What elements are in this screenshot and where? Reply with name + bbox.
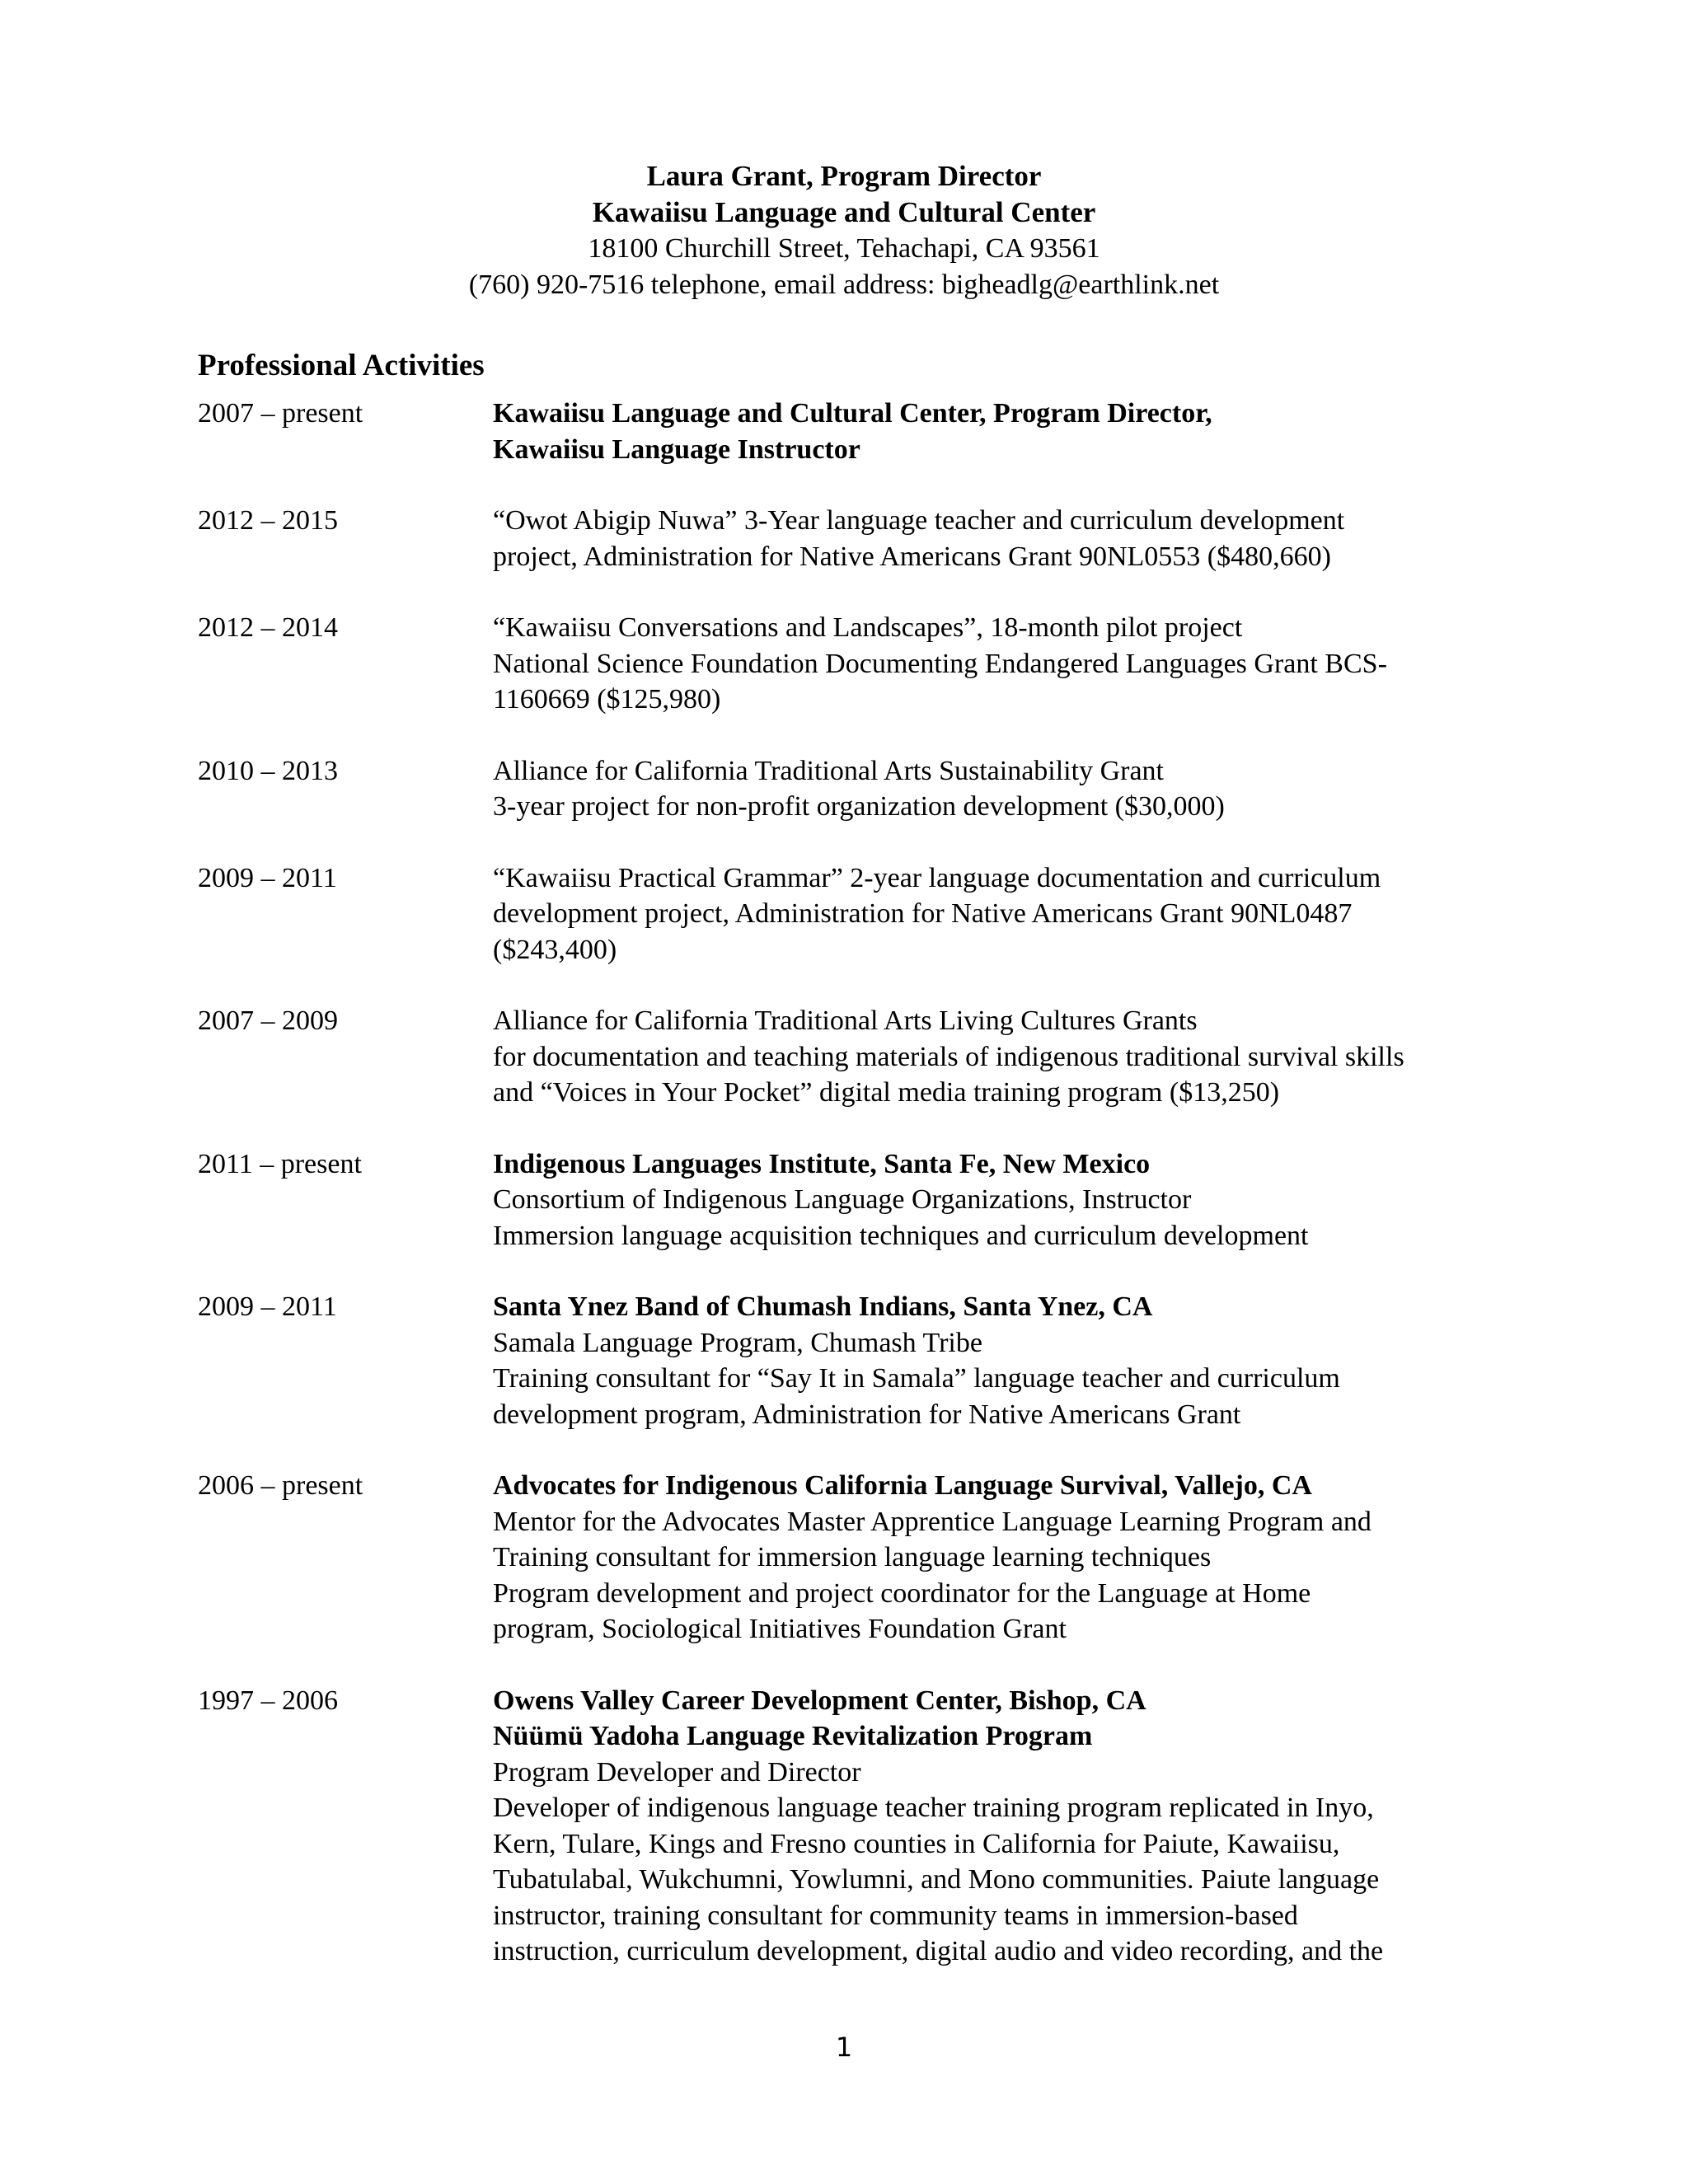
activity-description: [493, 1289, 1500, 1432]
activity-date: 2009 – 2011: [198, 1291, 337, 1322]
activity-description: [493, 610, 1500, 718]
activity-description: [493, 396, 1500, 467]
activity-text-line: Program development and project coordinator for the Language at Home: [493, 1577, 1311, 1609]
activity-text-line: Tubatulabal, Wukchumni, Yowlumni, and Mono communities. Paiute language: [493, 1864, 1380, 1895]
activity-heading-line: Advocates for Indigenous California Language Survival, Vallejo, CA: [493, 1470, 1312, 1501]
activity-description: [493, 503, 1500, 574]
activity-entry: [198, 1468, 1500, 1647]
activity-entry: [198, 610, 1500, 718]
activity-date: 1997 – 2006: [198, 1685, 338, 1716]
activity-description: [493, 860, 1500, 968]
activity-text-line: for documentation and teaching materials of indigenous traditional survival skills: [493, 1041, 1404, 1072]
activity-text-line: development program, Administration for Native Americans Grant: [493, 1399, 1241, 1430]
activity-text-line: “Kawaiisu Conversations and Landscapes”, 18-month pilot project: [493, 612, 1243, 643]
resume-header: [0, 158, 1688, 303]
activity-text-line: Mentor for the Advocates Master Apprentice Language Learning Program and: [493, 1506, 1372, 1537]
section-title: Professional Activities: [198, 349, 485, 382]
activity-entry: [198, 1146, 1500, 1254]
activity-description: [493, 1468, 1500, 1647]
organization-line: Kawaiisu Language and Cultural Center: [592, 196, 1096, 228]
page-number: 1: [835, 2032, 853, 2063]
activity-heading-line: Indigenous Languages Institute, Santa Fe, New Mexico: [493, 1148, 1151, 1179]
activity-date: 2010 – 2013: [198, 755, 338, 786]
activity-heading-line: Santa Ynez Band of Chumash Indians, Santa Ynez, CA: [493, 1291, 1153, 1322]
activity-text-line: Alliance for California Traditional Arts Living Cultures Grants: [493, 1005, 1198, 1036]
contact-line: (760) 920-7516 telephone, email address: bigheadlg@earthlink.net: [468, 269, 1220, 300]
activities-list: [198, 396, 1500, 2005]
activity-heading-line: Kawaiisu Language Instructor: [493, 434, 860, 465]
activity-text-line: Consortium of Indigenous Language Organizations, Instructor: [493, 1184, 1192, 1215]
activity-entry: [198, 1683, 1500, 1970]
activity-text-line: Kern, Tulare, Kings and Fresno counties in California for Paiute, Kawaiisu,: [493, 1828, 1340, 1859]
activity-text-line: Training consultant for immersion language learning techniques: [493, 1542, 1212, 1572]
activity-text-line: ($243,400): [493, 934, 617, 965]
activity-date: 2011 – present: [198, 1148, 362, 1179]
activity-date: 2009 – 2011: [198, 862, 337, 893]
activity-text-line: and “Voices in Your Pocket” digital media training program ($13,250): [493, 1077, 1280, 1108]
activity-text-line: instruction, curriculum development, digital audio and video recording, and the: [493, 1936, 1384, 1966]
activity-text-line: project, Administration for Native Americans Grant 90NL0553 ($480,660): [493, 541, 1331, 572]
activity-text-line: Alliance for California Traditional Arts Sustainability Grant: [493, 755, 1164, 786]
activity-entry: [198, 1289, 1500, 1432]
activity-text-line: Samala Language Program, Chumash Tribe: [493, 1327, 982, 1358]
activity-text-line: 1160669 ($125,980): [493, 684, 721, 715]
activity-date: 2006 – present: [198, 1470, 363, 1501]
activity-heading-line: Nüümü Yadoha Language Revitalization Program: [493, 1721, 1093, 1751]
activity-text-line: program, Sociological Initiatives Foundation Grant: [493, 1614, 1067, 1644]
name-title-line: Laura Grant, Program Director: [646, 160, 1042, 192]
address-line: 18100 Churchill Street, Tehachapi, CA 93561: [588, 233, 1100, 264]
activity-description: [493, 1683, 1500, 1970]
activity-entry: [198, 753, 1500, 825]
activity-entry: [198, 1003, 1500, 1111]
activity-text-line: “Kawaiisu Practical Grammar” 2-year language documentation and curriculum: [493, 862, 1381, 893]
activity-text-line: Training consultant for “Say It in Samala” language teacher and curriculum: [493, 1363, 1340, 1394]
activity-description: [493, 753, 1500, 825]
activity-heading-line: Owens Valley Career Development Center, Bishop, CA: [493, 1685, 1146, 1716]
activity-heading-line: Kawaiisu Language and Cultural Center, Program Director,: [493, 398, 1212, 429]
activity-text-line: National Science Foundation Documenting Endangered Languages Grant BCS-: [493, 648, 1387, 679]
activity-text-line: Program Developer and Director: [493, 1756, 861, 1788]
activity-description: [493, 1003, 1500, 1111]
activity-entry: [198, 396, 1500, 467]
activity-date: 2007 – present: [198, 398, 363, 429]
activity-description: [493, 1146, 1500, 1254]
activity-text-line: instructor, training consultant for community teams in immersion-based: [493, 1900, 1298, 1931]
activity-text-line: 3-year project for non-profit organization development ($30,000): [493, 791, 1225, 822]
activity-date: 2007 – 2009: [198, 1005, 338, 1036]
activity-date: 2012 – 2015: [198, 505, 338, 536]
activity-entry: [198, 503, 1500, 574]
activity-text-line: “Owot Abigip Nuwa” 3-Year language teacher and curriculum development: [493, 505, 1345, 536]
activity-date: 2012 – 2014: [198, 612, 338, 643]
activity-entry: [198, 860, 1500, 968]
activity-text-line: development project, Administration for Native Americans Grant 90NL0487: [493, 898, 1353, 929]
activity-text-line: Immersion language acquisition techniques and curriculum development: [493, 1220, 1309, 1251]
activity-text-line: Developer of indigenous language teacher training program replicated in Inyo,: [493, 1793, 1374, 1823]
